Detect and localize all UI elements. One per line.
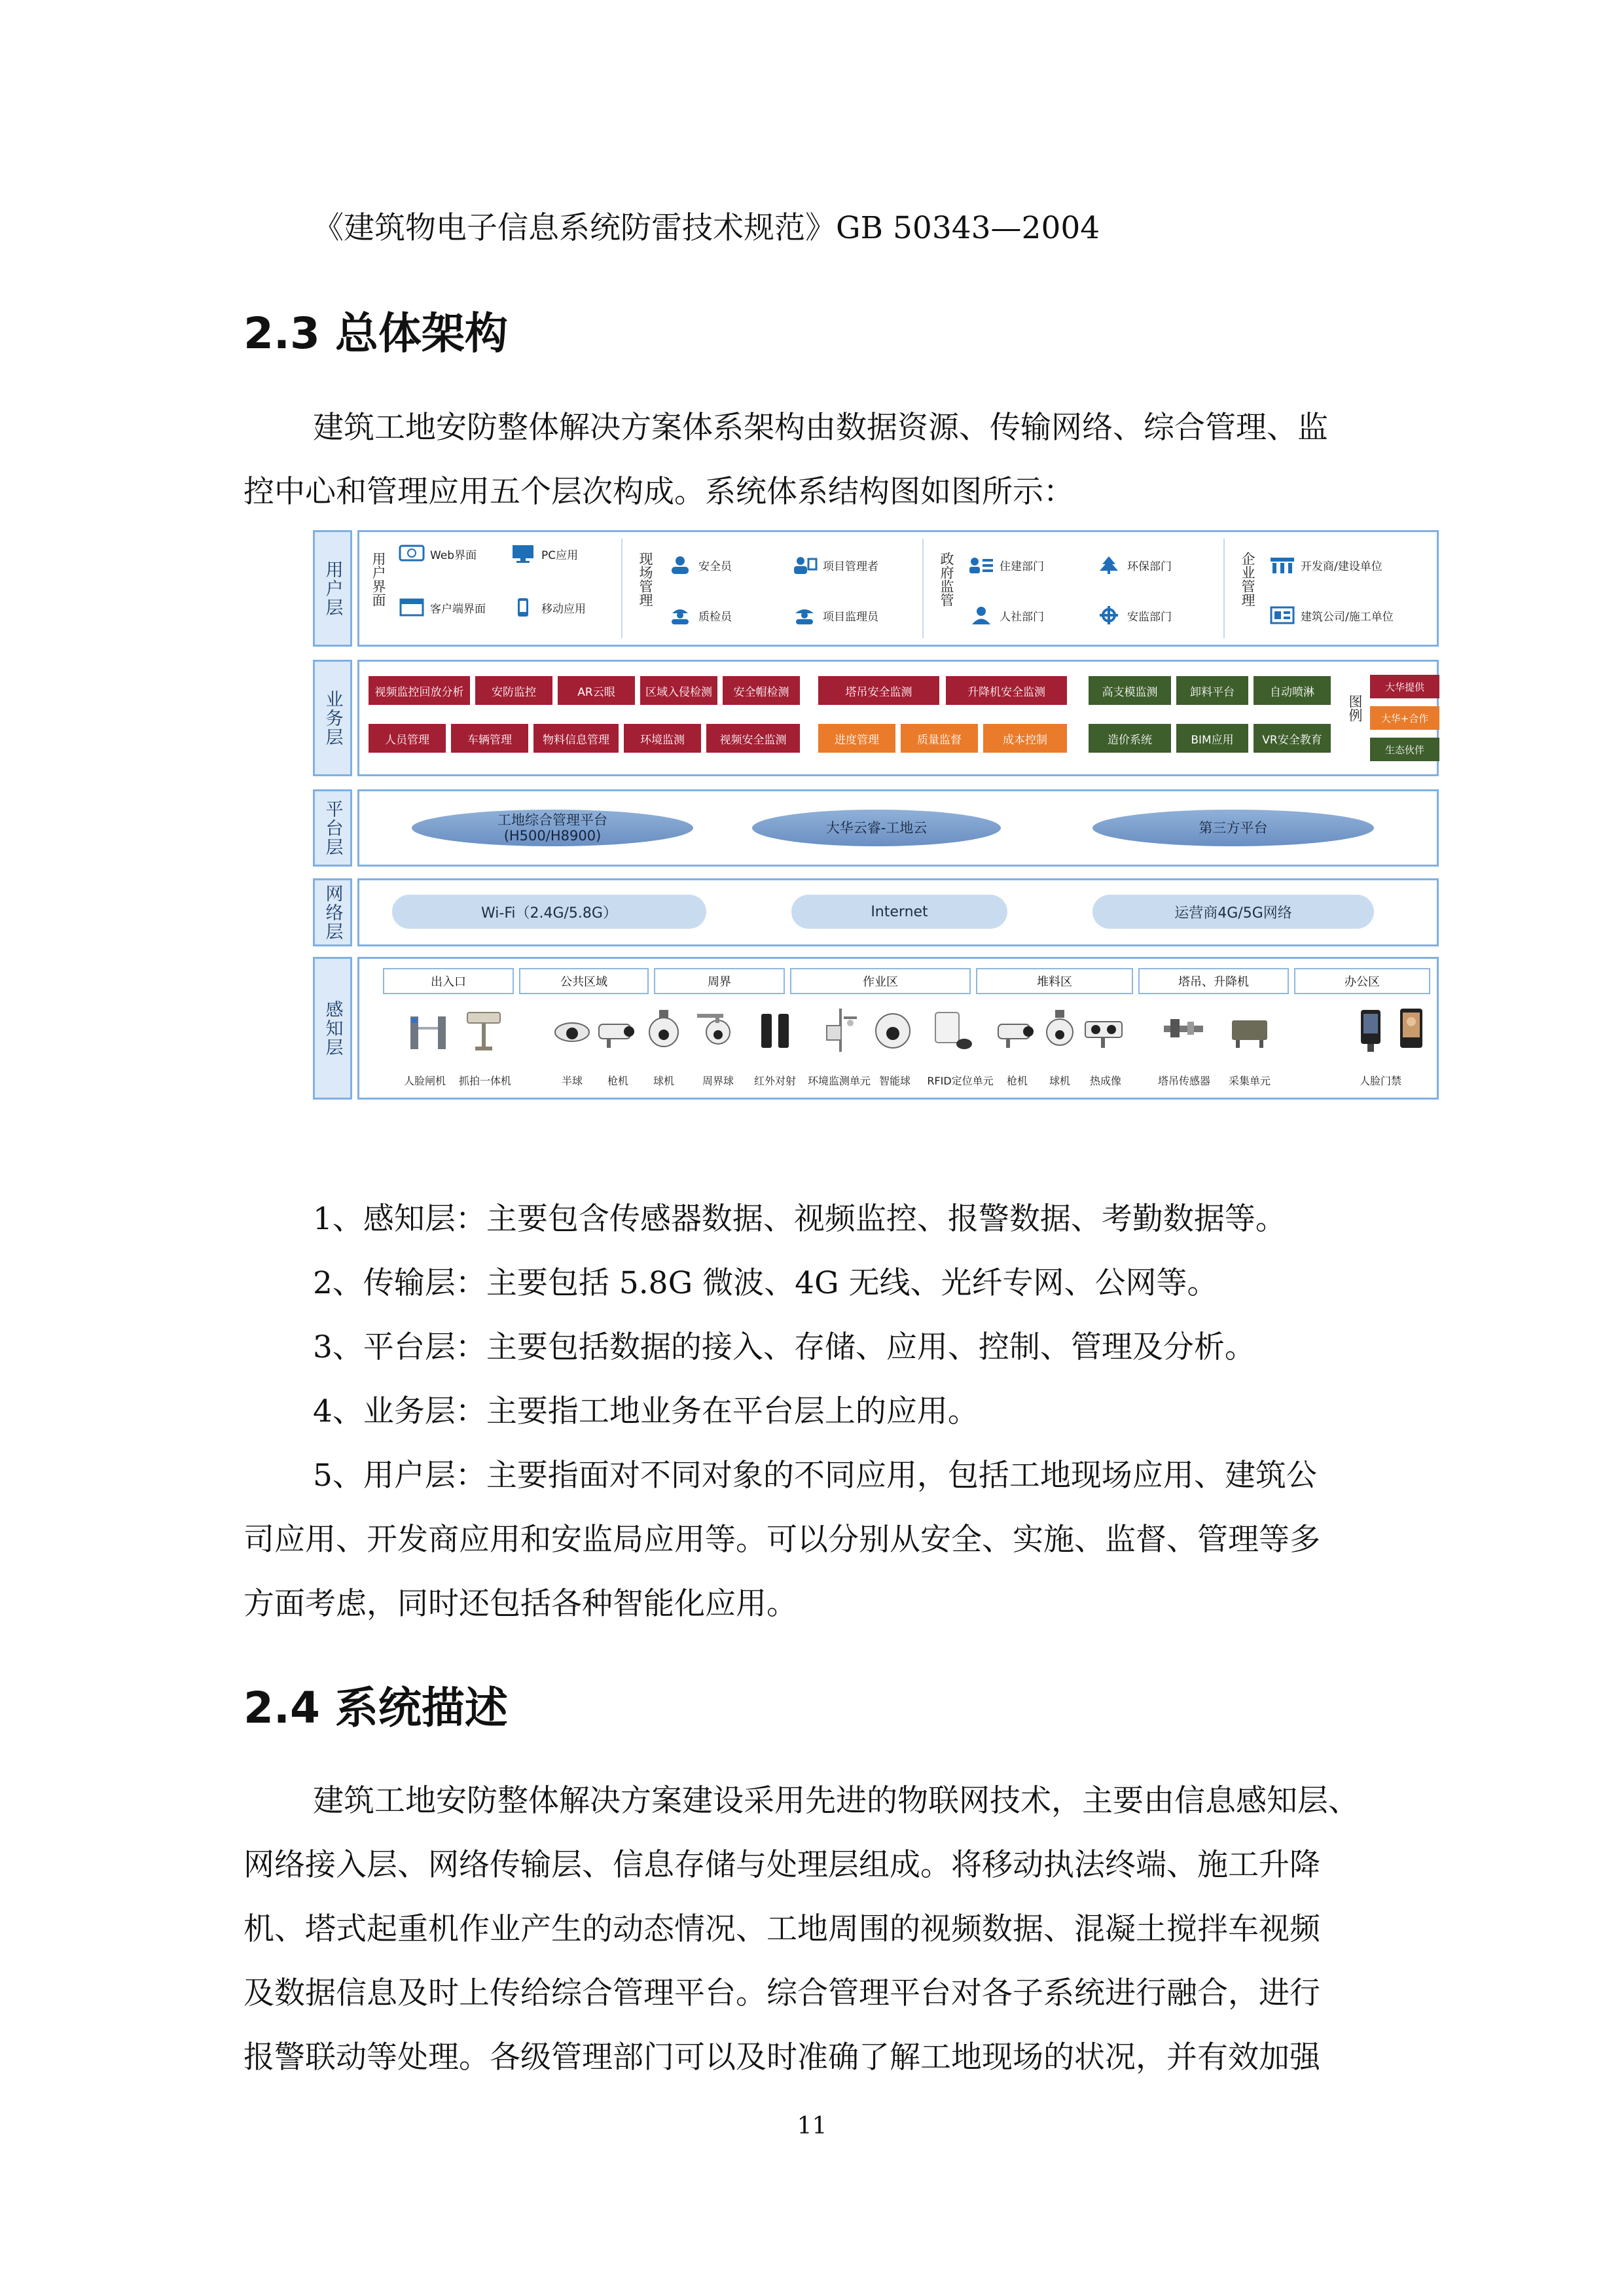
intro-line-1: 建筑工地安防整体解决方案体系架构由数据资源、传输网络、综合管理、监 bbox=[313, 410, 1328, 446]
platform-item-line: (H500/H8900) bbox=[503, 828, 602, 844]
business-module: 人员管理 bbox=[369, 724, 446, 753]
business-module: 安全帽检测 bbox=[723, 676, 800, 705]
network-layer-box bbox=[357, 878, 1439, 946]
gov-item bbox=[968, 605, 1044, 625]
body-line: 报警联动等处理。各级管理部门可以及时准确了解工地现场的状况，并有效加强 bbox=[244, 2039, 1320, 2075]
site-item-label: 质检员 bbox=[698, 610, 732, 624]
section-heading-2-4: 2.4 系统描述 bbox=[244, 1683, 508, 1733]
business-module: 塔吊安全监测 bbox=[818, 676, 939, 705]
environment-dept-icon bbox=[1096, 555, 1122, 575]
site-item bbox=[791, 555, 878, 575]
platform-item bbox=[752, 810, 1001, 846]
business-module: 环境监测 bbox=[624, 724, 701, 753]
zone-office: 办公区 bbox=[1294, 968, 1430, 994]
user-layer-label: 用户层 bbox=[313, 530, 352, 647]
gov-item-label: 环保部门 bbox=[1127, 560, 1172, 573]
perception-layer bbox=[313, 957, 1439, 1100]
body-line: 机、塔式起重机作业产生的动态情况、工地周围的视频数据、混凝土搅拌车视频 bbox=[244, 1911, 1320, 1947]
ui-item-mobile bbox=[510, 598, 586, 617]
business-module: 视频监控回放分析 bbox=[369, 676, 470, 705]
device-label: 球机 bbox=[653, 1075, 675, 1087]
environment-monitor-icon bbox=[818, 1007, 863, 1053]
user-layer bbox=[313, 530, 1439, 647]
dome-camera-icon bbox=[549, 1007, 595, 1053]
site-item-label: 安全员 bbox=[698, 560, 732, 573]
user-layer-divider bbox=[621, 539, 623, 638]
platform-layer-label: 平台层 bbox=[313, 789, 352, 867]
zone-entrance: 出入口 bbox=[383, 968, 514, 994]
business-module: 车辆管理 bbox=[451, 724, 528, 753]
legend-label: 图例 bbox=[1347, 694, 1363, 722]
face-gate-icon bbox=[405, 1007, 451, 1053]
business-module: 成本控制 bbox=[983, 724, 1067, 753]
gov-item-label: 住建部门 bbox=[1000, 560, 1044, 573]
perception-layer-label: 感知层 bbox=[313, 957, 352, 1100]
thermal-camera-icon bbox=[1083, 1007, 1128, 1053]
capture-camera-icon bbox=[461, 1007, 507, 1053]
ui-item-web bbox=[399, 544, 477, 564]
zone-work-area: 作业区 bbox=[790, 968, 971, 994]
site-group-label: 现场管理 bbox=[638, 552, 653, 607]
tower-crane-sensor-icon bbox=[1161, 1007, 1207, 1053]
platform-item-line: 工地综合管理平台 bbox=[497, 812, 607, 828]
ui-item-pc bbox=[510, 544, 578, 564]
device-label: 智能球 bbox=[878, 1075, 911, 1087]
site-item bbox=[667, 555, 732, 575]
business-layer bbox=[313, 660, 1439, 776]
business-module: AR云眼 bbox=[558, 676, 635, 705]
list-item: 3、平台层：主要包括数据的接入、存储、应用、控制、管理及分析。 bbox=[313, 1329, 1255, 1365]
speed-dome-icon bbox=[1037, 1007, 1083, 1053]
mobile-app-icon bbox=[510, 598, 536, 617]
labor-dept-icon bbox=[968, 605, 994, 625]
business-module: 区域入侵检测 bbox=[640, 676, 717, 705]
intro-line-2: 控中心和管理应用五个层次构成。系统体系结构图如图所示： bbox=[244, 474, 1074, 510]
gov-item bbox=[968, 555, 1044, 575]
business-module: BIM应用 bbox=[1176, 724, 1248, 753]
device-label: 人脸门禁 bbox=[1359, 1075, 1402, 1087]
body-line: 及数据信息及时上传给综合管理平台。综合管理平台对各子系统进行融合，进行 bbox=[244, 1975, 1320, 2011]
device-label: 采集单元 bbox=[1228, 1075, 1271, 1087]
business-module: 进度管理 bbox=[818, 724, 895, 753]
list-item: 2、传输层：主要包括 5.8G 微波、4G 无线、光纤专网、公网等。 bbox=[313, 1265, 1218, 1301]
business-module: 视频安全监测 bbox=[706, 724, 800, 753]
page-number: 11 bbox=[797, 2113, 827, 2140]
network-item: 运营商4G/5G网络 bbox=[1092, 895, 1374, 929]
site-item bbox=[667, 605, 732, 625]
business-module: VR安全教育 bbox=[1254, 724, 1331, 753]
ui-item-label: PC应用 bbox=[541, 548, 579, 562]
device-label: 枪机 bbox=[1006, 1075, 1028, 1087]
business-module: 升降机安全监测 bbox=[946, 676, 1067, 705]
perception-layer-box bbox=[357, 957, 1439, 1100]
ui-item-label: 客户端界面 bbox=[430, 602, 486, 616]
business-module: 质量监督 bbox=[901, 724, 978, 753]
device-label: 塔吊传感器 bbox=[1157, 1075, 1211, 1087]
business-layer-box bbox=[357, 660, 1439, 776]
ui-group-label: 用户界面 bbox=[370, 552, 386, 607]
network-item: Wi-Fi（2.4G/5.8G） bbox=[392, 895, 706, 929]
project-manager-icon bbox=[791, 555, 818, 575]
enterprise-item bbox=[1269, 555, 1382, 575]
business-module: 物料信息管理 bbox=[533, 724, 619, 753]
list-item: 1、感知层：主要包含传感器数据、视频监控、报警数据、考勤数据等。 bbox=[313, 1201, 1286, 1237]
device-label: 环境监测单元 bbox=[807, 1075, 871, 1087]
enterprise-group-label: 企业管理 bbox=[1240, 552, 1255, 607]
section-heading-2-3: 2.3 总体架构 bbox=[244, 308, 508, 359]
construction-company-icon bbox=[1269, 605, 1295, 625]
body-line: 建筑工地安防整体解决方案建设采用先进的物联网技术，主要由信息感知层、 bbox=[313, 1783, 1359, 1819]
zone-public-area: 公共区域 bbox=[519, 968, 649, 994]
site-item-label: 项目监理员 bbox=[823, 610, 878, 624]
device-label: 球机 bbox=[1049, 1075, 1071, 1087]
list-item-continuation: 司应用、开发商应用和安监局应用等。可以分别从安全、实施、监督、管理等多 bbox=[244, 1522, 1320, 1558]
zone-stockpile: 堆料区 bbox=[976, 968, 1133, 994]
gov-item bbox=[1096, 555, 1172, 575]
list-item-continuation: 方面考虑，同时还包括各种智能化应用。 bbox=[244, 1586, 797, 1622]
business-module: 高支模监测 bbox=[1089, 676, 1171, 705]
safety-supervision-icon bbox=[1096, 605, 1122, 625]
legend-ecosystem-partner: 生态伙伴 bbox=[1370, 738, 1439, 761]
platform-item-line: 第三方平台 bbox=[1199, 820, 1268, 836]
face-access-terminal-icon bbox=[1388, 1007, 1434, 1053]
zone-tower-crane: 塔吊、升降机 bbox=[1138, 968, 1289, 994]
network-layer-label: 网络层 bbox=[313, 878, 352, 946]
business-module: 造价系统 bbox=[1089, 724, 1171, 753]
platform-item-line: 大华云睿-工地云 bbox=[825, 820, 928, 836]
device-label: 周界球 bbox=[702, 1075, 734, 1087]
network-item: Internet bbox=[791, 895, 1007, 929]
user-layer-divider bbox=[1223, 539, 1225, 638]
safety-officer-icon bbox=[667, 555, 693, 575]
gov-item-label: 人社部门 bbox=[1000, 610, 1044, 624]
speed-dome-icon bbox=[641, 1007, 687, 1053]
device-label: 人脸闸机 bbox=[403, 1075, 446, 1087]
gov-item bbox=[1096, 605, 1172, 625]
rfid-unit-icon bbox=[929, 1007, 975, 1053]
monitor-icon bbox=[510, 544, 536, 564]
business-layer-label: 业务层 bbox=[313, 660, 352, 776]
quality-inspector-icon bbox=[667, 605, 693, 625]
device-label: 半球 bbox=[561, 1075, 583, 1087]
user-layer-divider bbox=[922, 539, 924, 638]
developer-icon bbox=[1269, 555, 1295, 575]
gov-item-label: 安监部门 bbox=[1127, 610, 1172, 624]
network-layer bbox=[313, 878, 1439, 946]
architecture-diagram bbox=[313, 530, 1439, 1100]
face-access-terminal-icon bbox=[1348, 1007, 1394, 1053]
device-label: 抓拍一体机 bbox=[458, 1075, 512, 1087]
supervisor-icon bbox=[791, 605, 818, 625]
business-module: 安防监控 bbox=[475, 676, 552, 705]
ui-item-label: 移动应用 bbox=[541, 602, 586, 616]
device-label: 枪机 bbox=[607, 1075, 629, 1087]
device-label: 热成像 bbox=[1089, 1075, 1122, 1087]
bullet-camera-icon bbox=[994, 1007, 1040, 1053]
platform-layer-box bbox=[357, 789, 1439, 867]
platform-item bbox=[412, 810, 693, 846]
infrared-beam-icon bbox=[752, 1007, 798, 1053]
gov-group-label: 政府监管 bbox=[939, 552, 954, 607]
body-line: 网络接入层、网络传输层、信息存储与处理层组成。将移动执法终端、施工升降 bbox=[244, 1847, 1320, 1883]
business-module: 自动喷淋 bbox=[1254, 676, 1331, 705]
reference-line: 《建筑物电子信息系统防雷技术规范》GB 50343—2004 bbox=[313, 210, 1100, 246]
site-item-label: 项目管理者 bbox=[823, 560, 878, 573]
enterprise-item bbox=[1269, 605, 1394, 625]
enterprise-item-label: 建筑公司/施工单位 bbox=[1301, 610, 1394, 624]
web-icon bbox=[399, 544, 425, 564]
ui-item-label: Web界面 bbox=[430, 548, 477, 562]
bullet-camera-icon bbox=[595, 1007, 641, 1053]
perimeter-dome-icon bbox=[693, 1007, 739, 1053]
zone-perimeter: 周界 bbox=[654, 968, 785, 994]
list-item: 5、用户层：主要指面对不同对象的不同应用，包括工地现场应用、建筑公 bbox=[313, 1458, 1317, 1494]
collection-unit-icon bbox=[1227, 1007, 1272, 1053]
platform-item bbox=[1092, 810, 1374, 846]
legend-dahua: 大华提供 bbox=[1370, 675, 1439, 698]
client-window-icon bbox=[399, 598, 425, 617]
user-layer-box bbox=[357, 530, 1439, 647]
device-label: RFID定位单元 bbox=[927, 1075, 994, 1087]
list-item: 4、业务层：主要指工地业务在平台层上的应用。 bbox=[313, 1393, 979, 1429]
housing-dept-icon bbox=[968, 555, 994, 575]
site-item bbox=[791, 605, 878, 625]
ui-item-client bbox=[399, 598, 486, 617]
platform-layer bbox=[313, 789, 1439, 867]
smart-dome-icon bbox=[870, 1007, 916, 1053]
business-module: 卸料平台 bbox=[1176, 676, 1248, 705]
enterprise-item-label: 开发商/建设单位 bbox=[1301, 560, 1382, 573]
legend-dahua-partner: 大华+合作 bbox=[1370, 706, 1439, 730]
device-label: 红外对射 bbox=[753, 1075, 797, 1087]
